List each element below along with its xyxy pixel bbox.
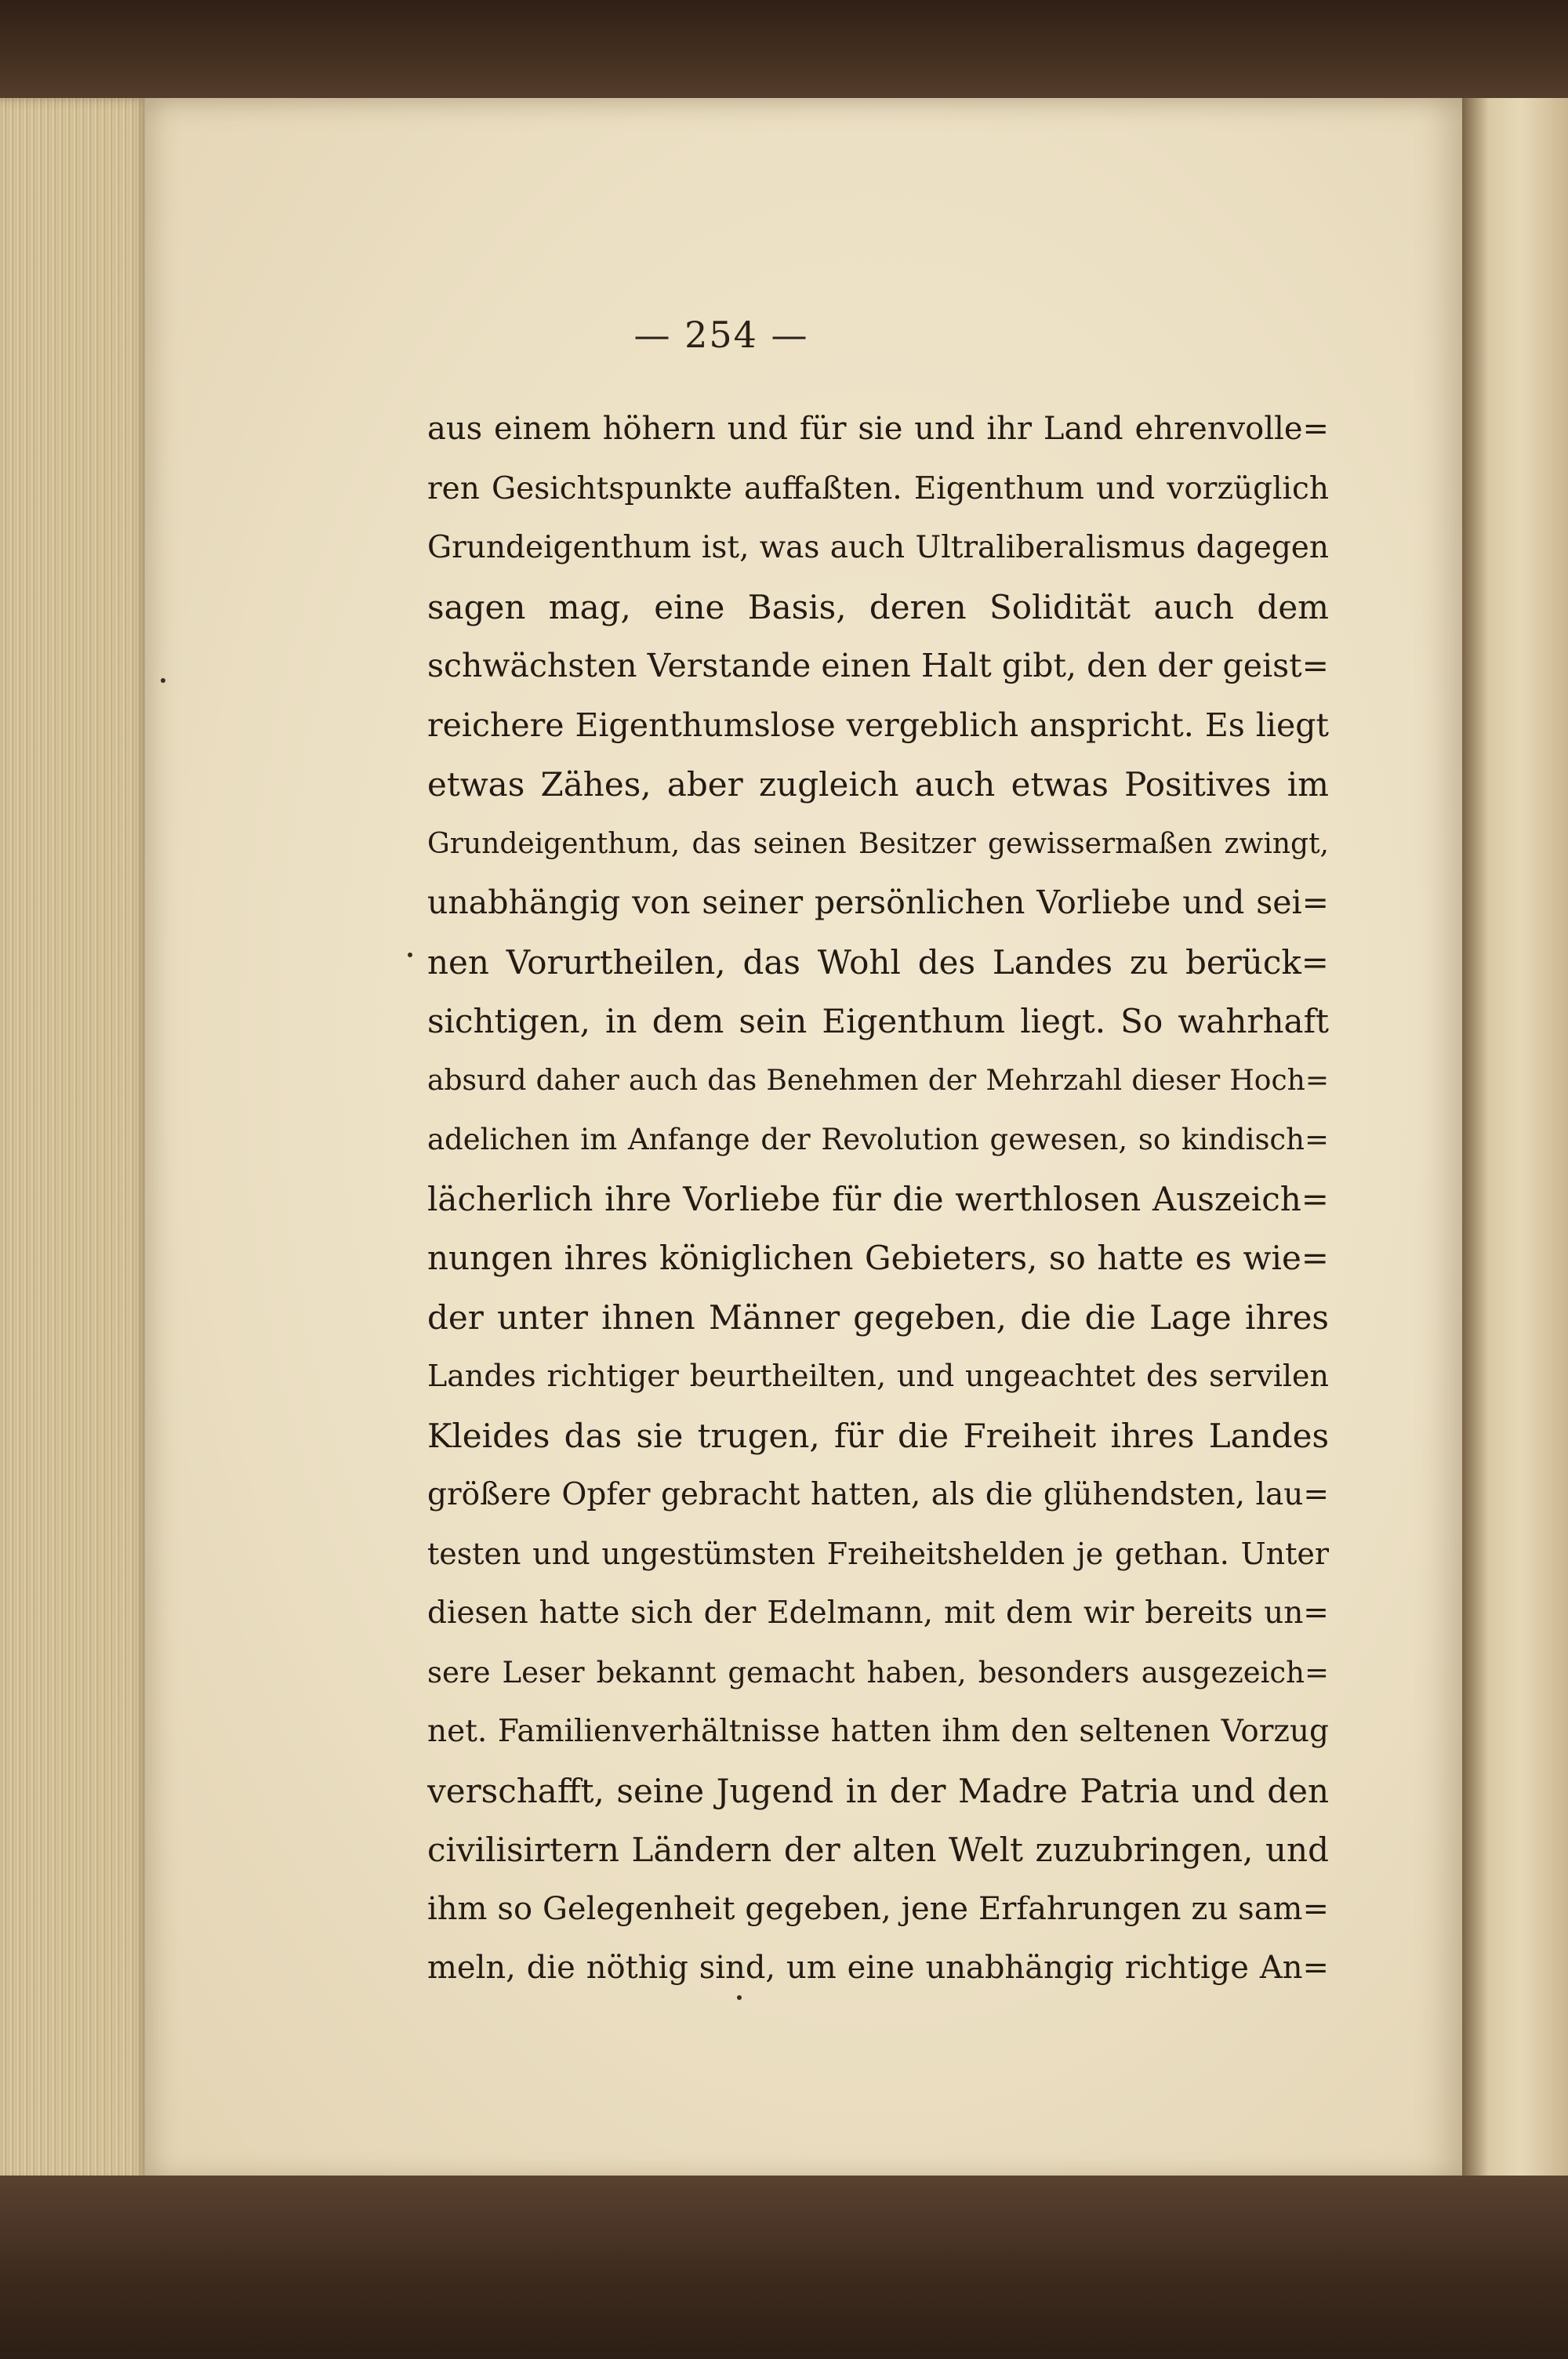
text-line: aus einem höhern und für sie und ihr Land ehrenvolle= xyxy=(427,411,1329,447)
text-line: Grundeigenthum, das seinen Besitzer gewissermaßen zwingt, xyxy=(427,827,1329,860)
book-cover-top xyxy=(0,0,1568,110)
text-line: meln, die nöthig sind, um eine unabhängig richtige An= xyxy=(427,1950,1329,1986)
text-line: Landes richtiger beurtheilten, und ungeachtet des servilen xyxy=(427,1359,1329,1393)
paper-speck xyxy=(737,1995,742,2000)
text-line: verschafft, seine Jugend in der Madre Patria und den xyxy=(427,1771,1329,1810)
text-line: adelichen im Anfange der Revolution gewesen, so kindisch= xyxy=(427,1123,1329,1156)
page-number: — 254 — xyxy=(633,314,809,356)
paper-speck xyxy=(408,953,412,957)
body-text xyxy=(427,400,1329,1998)
text-line: größere Opfer gebracht hatten, als die glühendsten, lau= xyxy=(427,1477,1329,1512)
paper-speck xyxy=(161,678,165,683)
text-line: der unter ihnen Männer gegeben, die die Lage ihres xyxy=(427,1297,1329,1337)
text-line: testen und ungestümsten Freiheitshelden je gethan. Unter xyxy=(427,1536,1329,1571)
book-cover-bottom xyxy=(0,2176,1568,2359)
text-line: nungen ihres königlichen Gebieters, so hatte es wie= xyxy=(427,1239,1329,1277)
text-line: absurd daher auch das Benehmen der Mehrzahl dieser Hoch= xyxy=(427,1064,1329,1097)
text-line: reichere Eigenthumslose vergeblich anspricht. Es liegt xyxy=(427,706,1329,744)
text-line: ren Gesichtspunkte auffaßten. Eigenthum und vorzüglich xyxy=(427,470,1329,506)
text-line: lächerlich ihre Vorliebe für die werthlosen Auszeich= xyxy=(427,1179,1329,1218)
text-line: ihm so Gelegenheit gegeben, jene Erfahrungen zu sam= xyxy=(427,1890,1329,1927)
text-line: nen Vorurtheilen, das Wohl des Landes zu berück= xyxy=(427,942,1329,982)
text-line: diesen hatte sich der Edelmann, mit dem wir bereits un= xyxy=(427,1595,1329,1631)
book-gutter xyxy=(1462,98,1568,2183)
text-line: Grundeigenthum ist, was auch Ultraliberalismus dagegen xyxy=(427,530,1329,565)
text-line: Kleides das sie trugen, für die Freiheit ihres Landes xyxy=(427,1416,1329,1455)
text-line: sichtigen, in dem sein Eigenthum liegt. So wahrhaft xyxy=(427,1002,1329,1040)
text-line: sagen mag, eine Basis, deren Solidität auch dem xyxy=(427,587,1329,626)
text-line: schwächsten Verstande einen Halt gibt, den der geist= xyxy=(427,647,1329,684)
text-line: etwas Zähes, aber zugleich auch etwas Positives im xyxy=(427,765,1329,804)
page-edges xyxy=(0,98,149,2183)
text-line: sere Leser bekannt gemacht haben, besonders ausgezeich= xyxy=(427,1655,1329,1689)
text-line: unabhängig von seiner persönlichen Vorliebe und sei= xyxy=(427,884,1329,921)
text-line: civilisirtern Ländern der alten Welt zuzubringen, und xyxy=(427,1831,1329,1869)
text-line: net. Familienverhältnisse hatten ihm den seltenen Vorzug xyxy=(427,1714,1329,1749)
